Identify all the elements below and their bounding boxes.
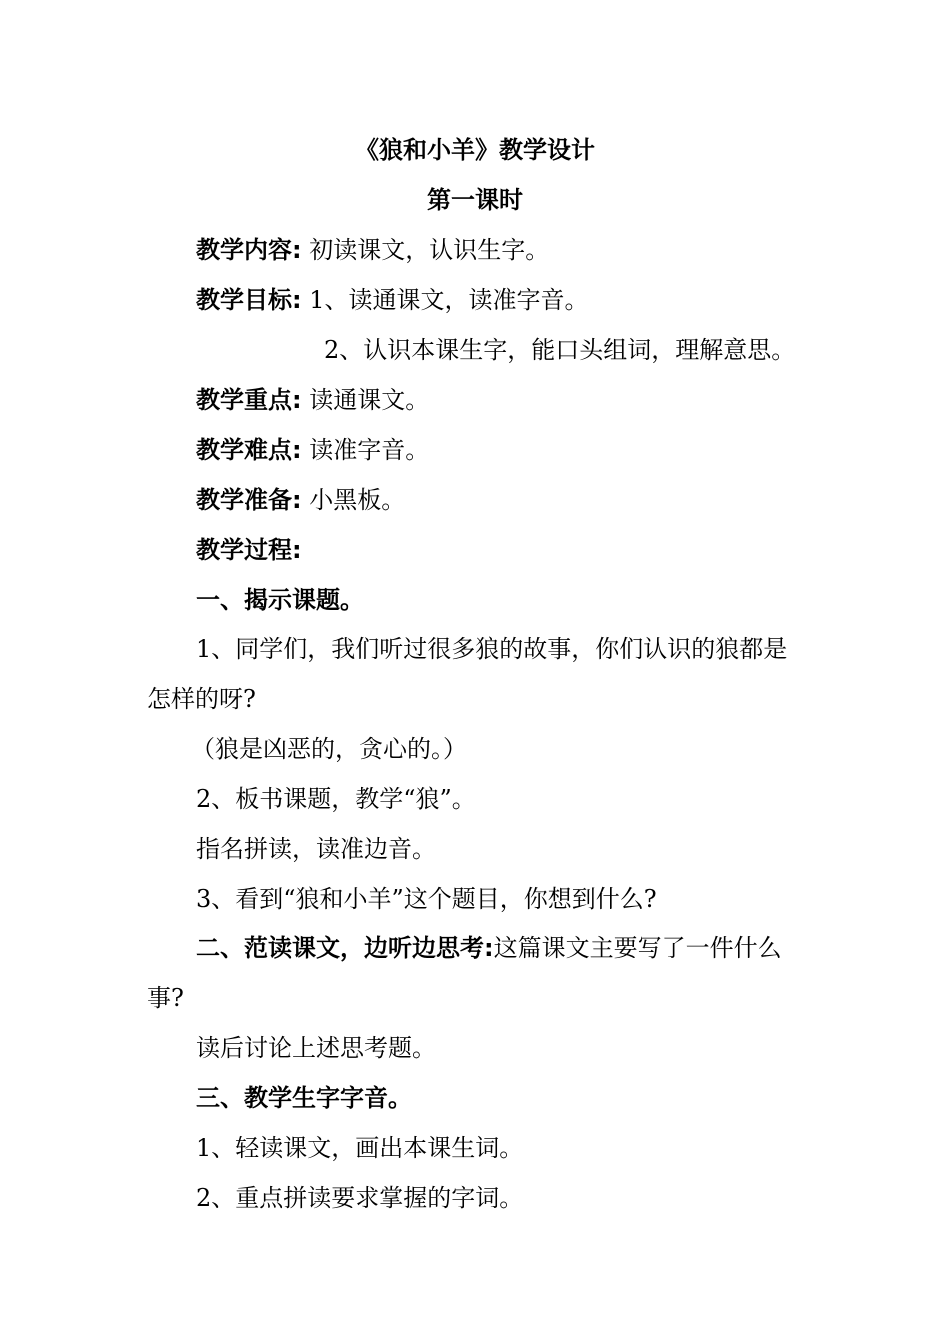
- field-value: 读准字音。: [309, 436, 430, 464]
- field-value: 2、认识本课生字，能口头组词，理解意思。: [324, 336, 796, 364]
- field-value: 初读课文，认识生字。: [309, 236, 550, 264]
- field-value: 1、读通课文，读准字音。: [309, 286, 589, 314]
- field-goals: [0, 285, 950, 315]
- section-1-heading: 一、揭示课题。: [196, 586, 364, 614]
- field-content: [0, 235, 950, 265]
- document-subtitle: 第一课时: [427, 186, 523, 214]
- field-label: 教学难点:: [196, 436, 302, 464]
- field-preparation: [0, 485, 950, 515]
- field-label: 教学过程:: [196, 536, 302, 564]
- paragraph: （狼是凶恶的，贪心的。）: [191, 735, 467, 763]
- field-value: 小黑板。: [309, 486, 406, 514]
- field-label: 教学目标:: [196, 286, 302, 314]
- field-label: 教学内容:: [196, 236, 302, 264]
- field-focus: [0, 385, 950, 415]
- paragraph: 1、同学们，我们听过很多狼的故事，你们认识的狼都是: [196, 635, 788, 663]
- paragraph: 2、重点拼读要求掌握的字词。: [196, 1184, 524, 1212]
- section-heading-text: 这篇课文主要写了一件什么: [493, 934, 782, 962]
- field-goals-2: [0, 335, 950, 365]
- field-process: [0, 535, 950, 565]
- section-2-heading: [0, 933, 950, 963]
- document-title: 《狼和小羊》教学设计: [355, 136, 595, 164]
- paragraph: 读后讨论上述思考题。: [196, 1034, 436, 1062]
- section-heading-label: 二、范读课文，边听边思考:: [196, 934, 494, 962]
- paragraph: 3、看到“狼和小羊”这个题目，你想到什么?: [196, 885, 657, 913]
- paragraph: 指名拼读，读准边音。: [196, 835, 436, 863]
- field-label: 教学准备:: [196, 486, 302, 514]
- section-3-heading: 三、教学生字字音。: [196, 1084, 412, 1112]
- field-value: 读通课文。: [309, 386, 430, 414]
- field-label: 教学重点:: [196, 386, 302, 414]
- paragraph: 1、轻读课文，画出本课生词。: [196, 1134, 524, 1162]
- paragraph: 怎样的呀?: [147, 685, 256, 713]
- field-difficulty: [0, 435, 950, 465]
- paragraph: 事?: [147, 984, 184, 1012]
- paragraph: 2、板书课题，教学“狼”。: [196, 785, 476, 813]
